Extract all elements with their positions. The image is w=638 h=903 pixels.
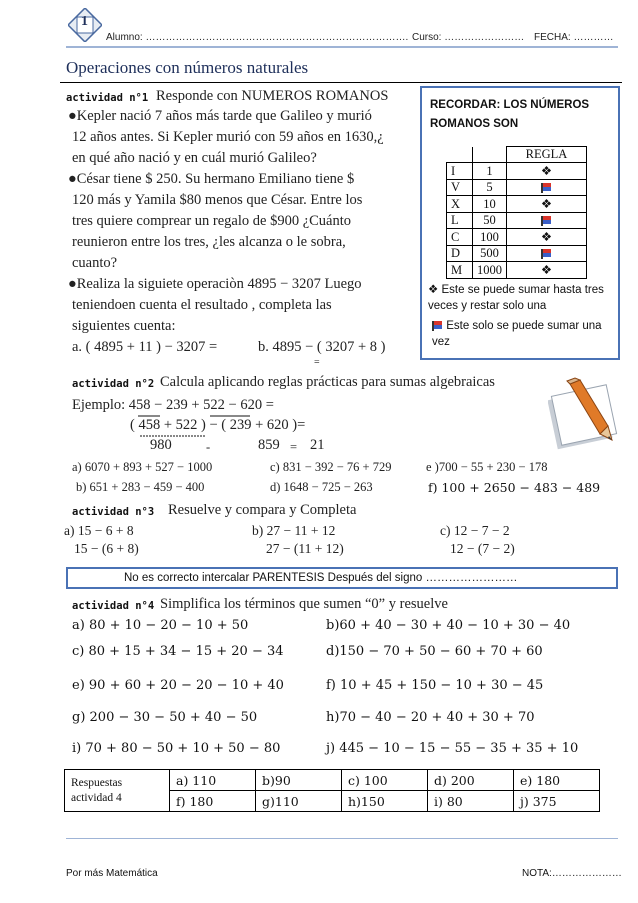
activity3-item-a2: 15 − (6 + 8) bbox=[74, 541, 139, 556]
answers-table bbox=[64, 769, 600, 812]
activity3-item-c1: c) 12 − 7 − 2 bbox=[440, 523, 510, 538]
roman-header-empty bbox=[473, 147, 507, 163]
diamond-bullet-icon: ❖ bbox=[428, 284, 439, 296]
roman-value: 5 bbox=[473, 180, 507, 196]
activity1-line: siguientes cuenta: bbox=[72, 318, 176, 334]
title-underline bbox=[60, 82, 622, 83]
activity1-line: teniendoen cuenta el resultado , completa las bbox=[72, 297, 332, 313]
roman-letter: L bbox=[447, 213, 473, 229]
answer-cell: f) 180 bbox=[170, 791, 256, 812]
roman-letter: V bbox=[447, 180, 473, 196]
diamond-bullet-icon: ❖ bbox=[507, 163, 587, 180]
activity2-example-result-2: 859 bbox=[258, 437, 280, 453]
answers-label-line2: actividad 4 bbox=[71, 791, 122, 804]
activity4-item-d: d)150 − 70 + 50 − 60 + 70 + 60 bbox=[326, 644, 543, 659]
activity4-label: actividad n°4 bbox=[72, 600, 155, 612]
activity1-op-b-equals: = bbox=[314, 357, 320, 368]
activity4-item-c: c) 80 + 15 + 34 − 15 + 20 − 34 bbox=[72, 644, 284, 659]
answer-cell: j) 375 bbox=[514, 791, 600, 812]
activity2-item-d: d) 1648 − 725 − 263 bbox=[270, 480, 373, 494]
badge-number: 1 bbox=[81, 14, 88, 29]
roman-value: 500 bbox=[473, 246, 507, 262]
roman-letter: D bbox=[447, 246, 473, 262]
activity1-line: tres quiere comprear un regalo de $900 ¿Cuánto bbox=[72, 213, 352, 229]
roman-header-empty bbox=[447, 147, 473, 163]
roman-row bbox=[447, 246, 587, 262]
activity2-label: actividad n°2 bbox=[72, 378, 155, 390]
flag-icon bbox=[432, 321, 443, 331]
flag-icon bbox=[507, 180, 587, 196]
activity3-instruction: Resuelve y compara y Completa bbox=[168, 502, 357, 518]
roman-row bbox=[447, 262, 587, 279]
activity2-example-equals: = bbox=[290, 440, 298, 454]
answer-cell: d) 200 bbox=[428, 770, 514, 791]
roman-value: 1 bbox=[473, 163, 507, 180]
activity3-item-b2: 27 − (11 + 12) bbox=[266, 541, 344, 556]
diamond-bullet-icon: ❖ bbox=[507, 229, 587, 246]
recordar-note-2-text: Este solo se puede sumar una vez bbox=[432, 320, 602, 348]
activity4-item-h: h)70 − 40 − 20 + 40 + 30 + 70 bbox=[326, 710, 535, 725]
recordar-note-1-text: Este se puede sumar hasta tres veces y restar solo una bbox=[428, 284, 604, 312]
footer-left: Por más Matemática bbox=[66, 868, 158, 879]
page-title: Operaciones con números naturales bbox=[66, 58, 309, 77]
roman-numerals-table bbox=[446, 146, 587, 279]
activity4-item-i: i) 70 + 80 − 50 + 10 + 50 − 80 bbox=[72, 741, 281, 756]
curso-field[interactable]: Curso: …………………… bbox=[412, 32, 525, 43]
activity4-item-a: a) 80 + 10 − 20 − 10 + 50 bbox=[72, 618, 249, 633]
pencil-icon bbox=[548, 376, 620, 458]
header-divider bbox=[66, 46, 618, 48]
nota-field[interactable]: NOTA:………………… bbox=[522, 868, 622, 879]
roman-letter: I bbox=[447, 163, 473, 180]
answer-cell: c) 100 bbox=[342, 770, 428, 791]
recordar-note-1 bbox=[428, 282, 618, 314]
regla-header: REGLA bbox=[507, 147, 587, 163]
roman-row bbox=[447, 163, 587, 180]
answer-cell: a) 110 bbox=[170, 770, 256, 791]
activity1-line: en qué año nació y en cuál murió Galileo? bbox=[72, 150, 317, 166]
activity2-item-a: a) 6070 + 893 + 527 − 1000 bbox=[72, 460, 213, 474]
answer-cell: g)110 bbox=[256, 791, 342, 812]
answer-cell: h)150 bbox=[342, 791, 428, 812]
roman-letter: M bbox=[447, 262, 473, 279]
activity1-line: ●Kepler nació 7 años más tarde que Galileo y murió bbox=[68, 108, 372, 124]
roman-row bbox=[447, 229, 587, 246]
fecha-field[interactable]: FECHA: ………… bbox=[534, 32, 614, 43]
roman-letter: C bbox=[447, 229, 473, 246]
activity2-example-result-3: 21 bbox=[310, 437, 325, 453]
activity4-item-j: j) 445 − 10 − 15 − 55 − 35 + 35 + 10 bbox=[326, 741, 579, 756]
recordar-title: RECORDAR: LOS NÚMEROS ROMANOS SON bbox=[430, 99, 590, 130]
diamond-bullet-icon: ❖ bbox=[507, 196, 587, 213]
alumno-field[interactable]: Alumno: ……………………………………………………………………. bbox=[106, 32, 409, 43]
activity2-instruction: Calcula aplicando reglas prácticas para sumas algebraicas bbox=[160, 374, 495, 390]
roman-letter: X bbox=[447, 196, 473, 213]
activity4-item-b: b)60 + 40 − 30 + 40 − 10 + 30 − 40 bbox=[326, 618, 571, 633]
activity1-line: 120 más y Yamila $80 menos que César. Entre los bbox=[72, 192, 363, 208]
answer-cell: i) 80 bbox=[428, 791, 514, 812]
activity2-example-line2: ( 458 + 522 ) − ( 239 + 620 )= bbox=[130, 417, 306, 433]
answers-label-line1: Respuestas bbox=[71, 776, 123, 789]
activity1-line: ●Realiza la siguiete operaciòn 4895 − 3207 Luego bbox=[68, 276, 362, 292]
answers-label bbox=[65, 770, 170, 812]
activity1-instruction: Responde con NUMEROS ROMANOS bbox=[156, 88, 389, 104]
activity2-item-b: b) 651 + 283 − 459 − 400 bbox=[76, 480, 205, 494]
roman-value: 10 bbox=[473, 196, 507, 213]
activity4-instruction: Simplifica los términos que sumen “0” y resuelve bbox=[160, 596, 448, 612]
activity1-line: ●César tiene $ 250. Su hermano Emiliano tiene $ bbox=[68, 171, 355, 187]
parenthesis-note-text: No es correcto intercalar PARENTESIS Después del signo …………………… bbox=[124, 572, 518, 584]
activity4-item-g: g) 200 − 30 − 50 + 40 − 50 bbox=[72, 710, 258, 725]
activity1-op-b: b. 4895 − ( 3207 + 8 ) bbox=[258, 339, 386, 355]
activity2-item-e: e )700 − 55 + 230 − 178 bbox=[426, 460, 548, 474]
activity2-example-line1: Ejemplo: 458 − 239 + 522 − 620 = bbox=[72, 397, 274, 413]
answer-cell: e) 180 bbox=[514, 770, 600, 791]
activity1-line: 12 años antes. Si Kepler murió con 59 años en 1630,¿ bbox=[72, 129, 384, 145]
recordar-note-2 bbox=[432, 318, 622, 350]
roman-header-row bbox=[447, 147, 587, 163]
roman-row bbox=[447, 213, 587, 229]
activity3-item-b1: b) 27 − 11 + 12 bbox=[252, 523, 336, 538]
activity2-example-result-1: 980 bbox=[150, 437, 172, 453]
roman-value: 1000 bbox=[473, 262, 507, 279]
roman-value: 50 bbox=[473, 213, 507, 229]
activity2-item-c: c) 831 − 392 − 76 + 729 bbox=[270, 460, 392, 474]
recordar-box bbox=[420, 86, 620, 360]
activity1-op-a: a. ( 4895 + 11 ) − 3207 = bbox=[72, 339, 218, 355]
parenthesis-note-box bbox=[66, 567, 618, 589]
answer-cell: b)90 bbox=[256, 770, 342, 791]
activity3-item-c2: 12 − (7 − 2) bbox=[450, 541, 515, 556]
activity3-item-a1: a) 15 − 6 + 8 bbox=[64, 523, 134, 538]
activity4-item-f: f) 10 + 45 + 150 − 10 + 30 − 45 bbox=[326, 678, 544, 693]
activity1-line: reunieron entre los tres, ¿les alcanza o le sobra, bbox=[72, 234, 346, 250]
activity1-label: actividad n°1 bbox=[66, 92, 149, 104]
footer-divider bbox=[66, 838, 618, 839]
answers-row bbox=[65, 770, 600, 791]
activity2-example-minus: - bbox=[206, 440, 211, 454]
activity3-label: actividad n°3 bbox=[72, 506, 155, 518]
flag-icon bbox=[507, 246, 587, 262]
roman-row bbox=[447, 196, 587, 213]
flag-icon bbox=[507, 213, 587, 229]
activity4-item-e: e) 90 + 60 + 20 − 20 − 10 + 40 bbox=[72, 678, 284, 693]
roman-value: 100 bbox=[473, 229, 507, 246]
activity2-item-f: f) 100 + 2650 − 483 − 489 bbox=[428, 480, 601, 495]
diamond-bullet-icon: ❖ bbox=[507, 262, 587, 279]
roman-row bbox=[447, 180, 587, 196]
activity1-line: cuanto? bbox=[72, 255, 118, 271]
